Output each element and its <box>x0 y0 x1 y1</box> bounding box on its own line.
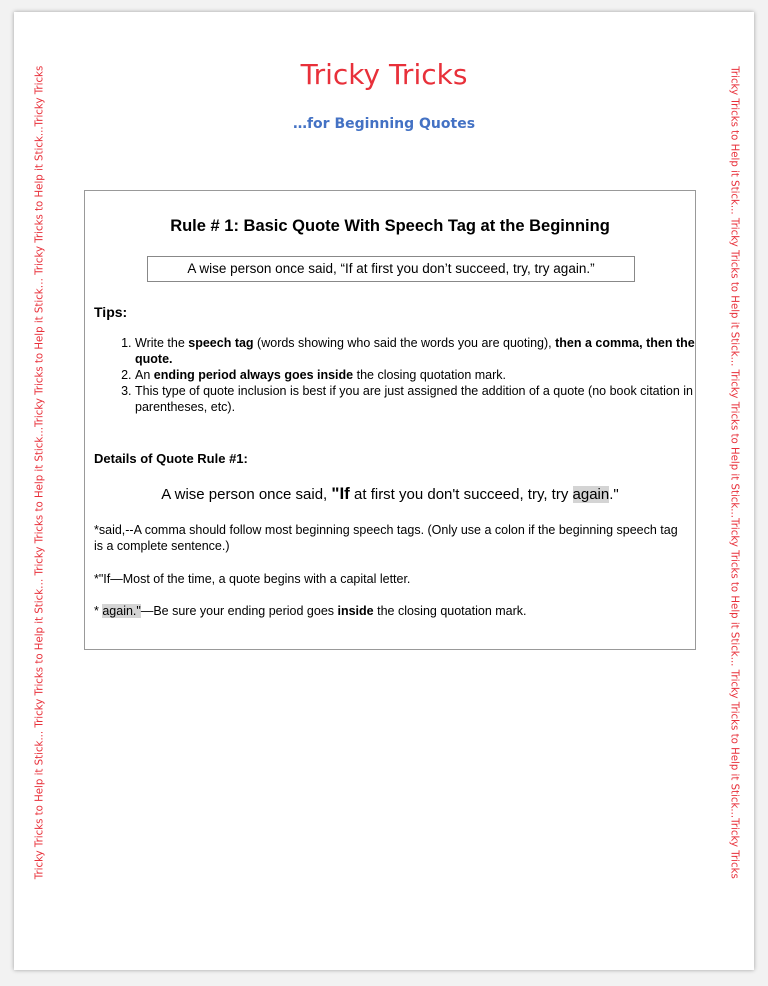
note-said: *said,--A comma should follow most beginning speech tags. (Only use a colon if the beginning speech tag is a complete sentence.) <box>94 523 678 553</box>
tip-item: 2. An ending period always goes inside the closing quotation mark. <box>135 367 695 383</box>
tip-item: 1. Write the speech tag (words showing who said the words you are quoting), then a comma, then the quote. <box>135 335 695 367</box>
rule-box <box>84 190 696 650</box>
detail-example: A wise person once said, "If at first you don't succeed, try, try again." <box>161 484 619 503</box>
note-if: *"If—Most of the time, a quote begins with a capital letter. <box>94 572 411 586</box>
document-page <box>14 12 754 970</box>
example-quote-box: A wise person once said, “If at first you don’t succeed, try, try again.” <box>147 256 635 282</box>
tips-list <box>107 335 695 415</box>
tip-item: 3. This type of quote inclusion is best if you are just assigned the addition of a quote (no book citation in parentheses, etc). <box>135 383 695 415</box>
note-again: * again."—Be sure your ending period goes inside the closing quotation mark. <box>94 604 527 618</box>
page-title: Tricky Tricks <box>300 58 468 91</box>
side-banner-right: Tricky Tricks to Help it Stick... Tricky Tricks to Help it Stick... Tricky Tricks to Help it Stick...Tricky Tricks to Help it Stick... Tricky Tricks to Help it Stick...Tricky Tricks <box>728 66 740 879</box>
page-subtitle: …for Beginning Quotes <box>292 116 476 132</box>
details-heading: Details of Quote Rule #1: <box>94 451 248 466</box>
tips-heading: Tips: <box>94 304 128 320</box>
rule-heading: Rule # 1: Basic Quote With Speech Tag at the Beginning <box>170 217 610 235</box>
side-banner-left: Tricky Tricks to Help it Stick... Tricky Tricks to Help it Stick… Tricky Tricks to Help it Stick...Tricky Tricks to Help it Stick… Tricky Tricks to Help it Stick...Tricky Tricks <box>34 65 46 880</box>
